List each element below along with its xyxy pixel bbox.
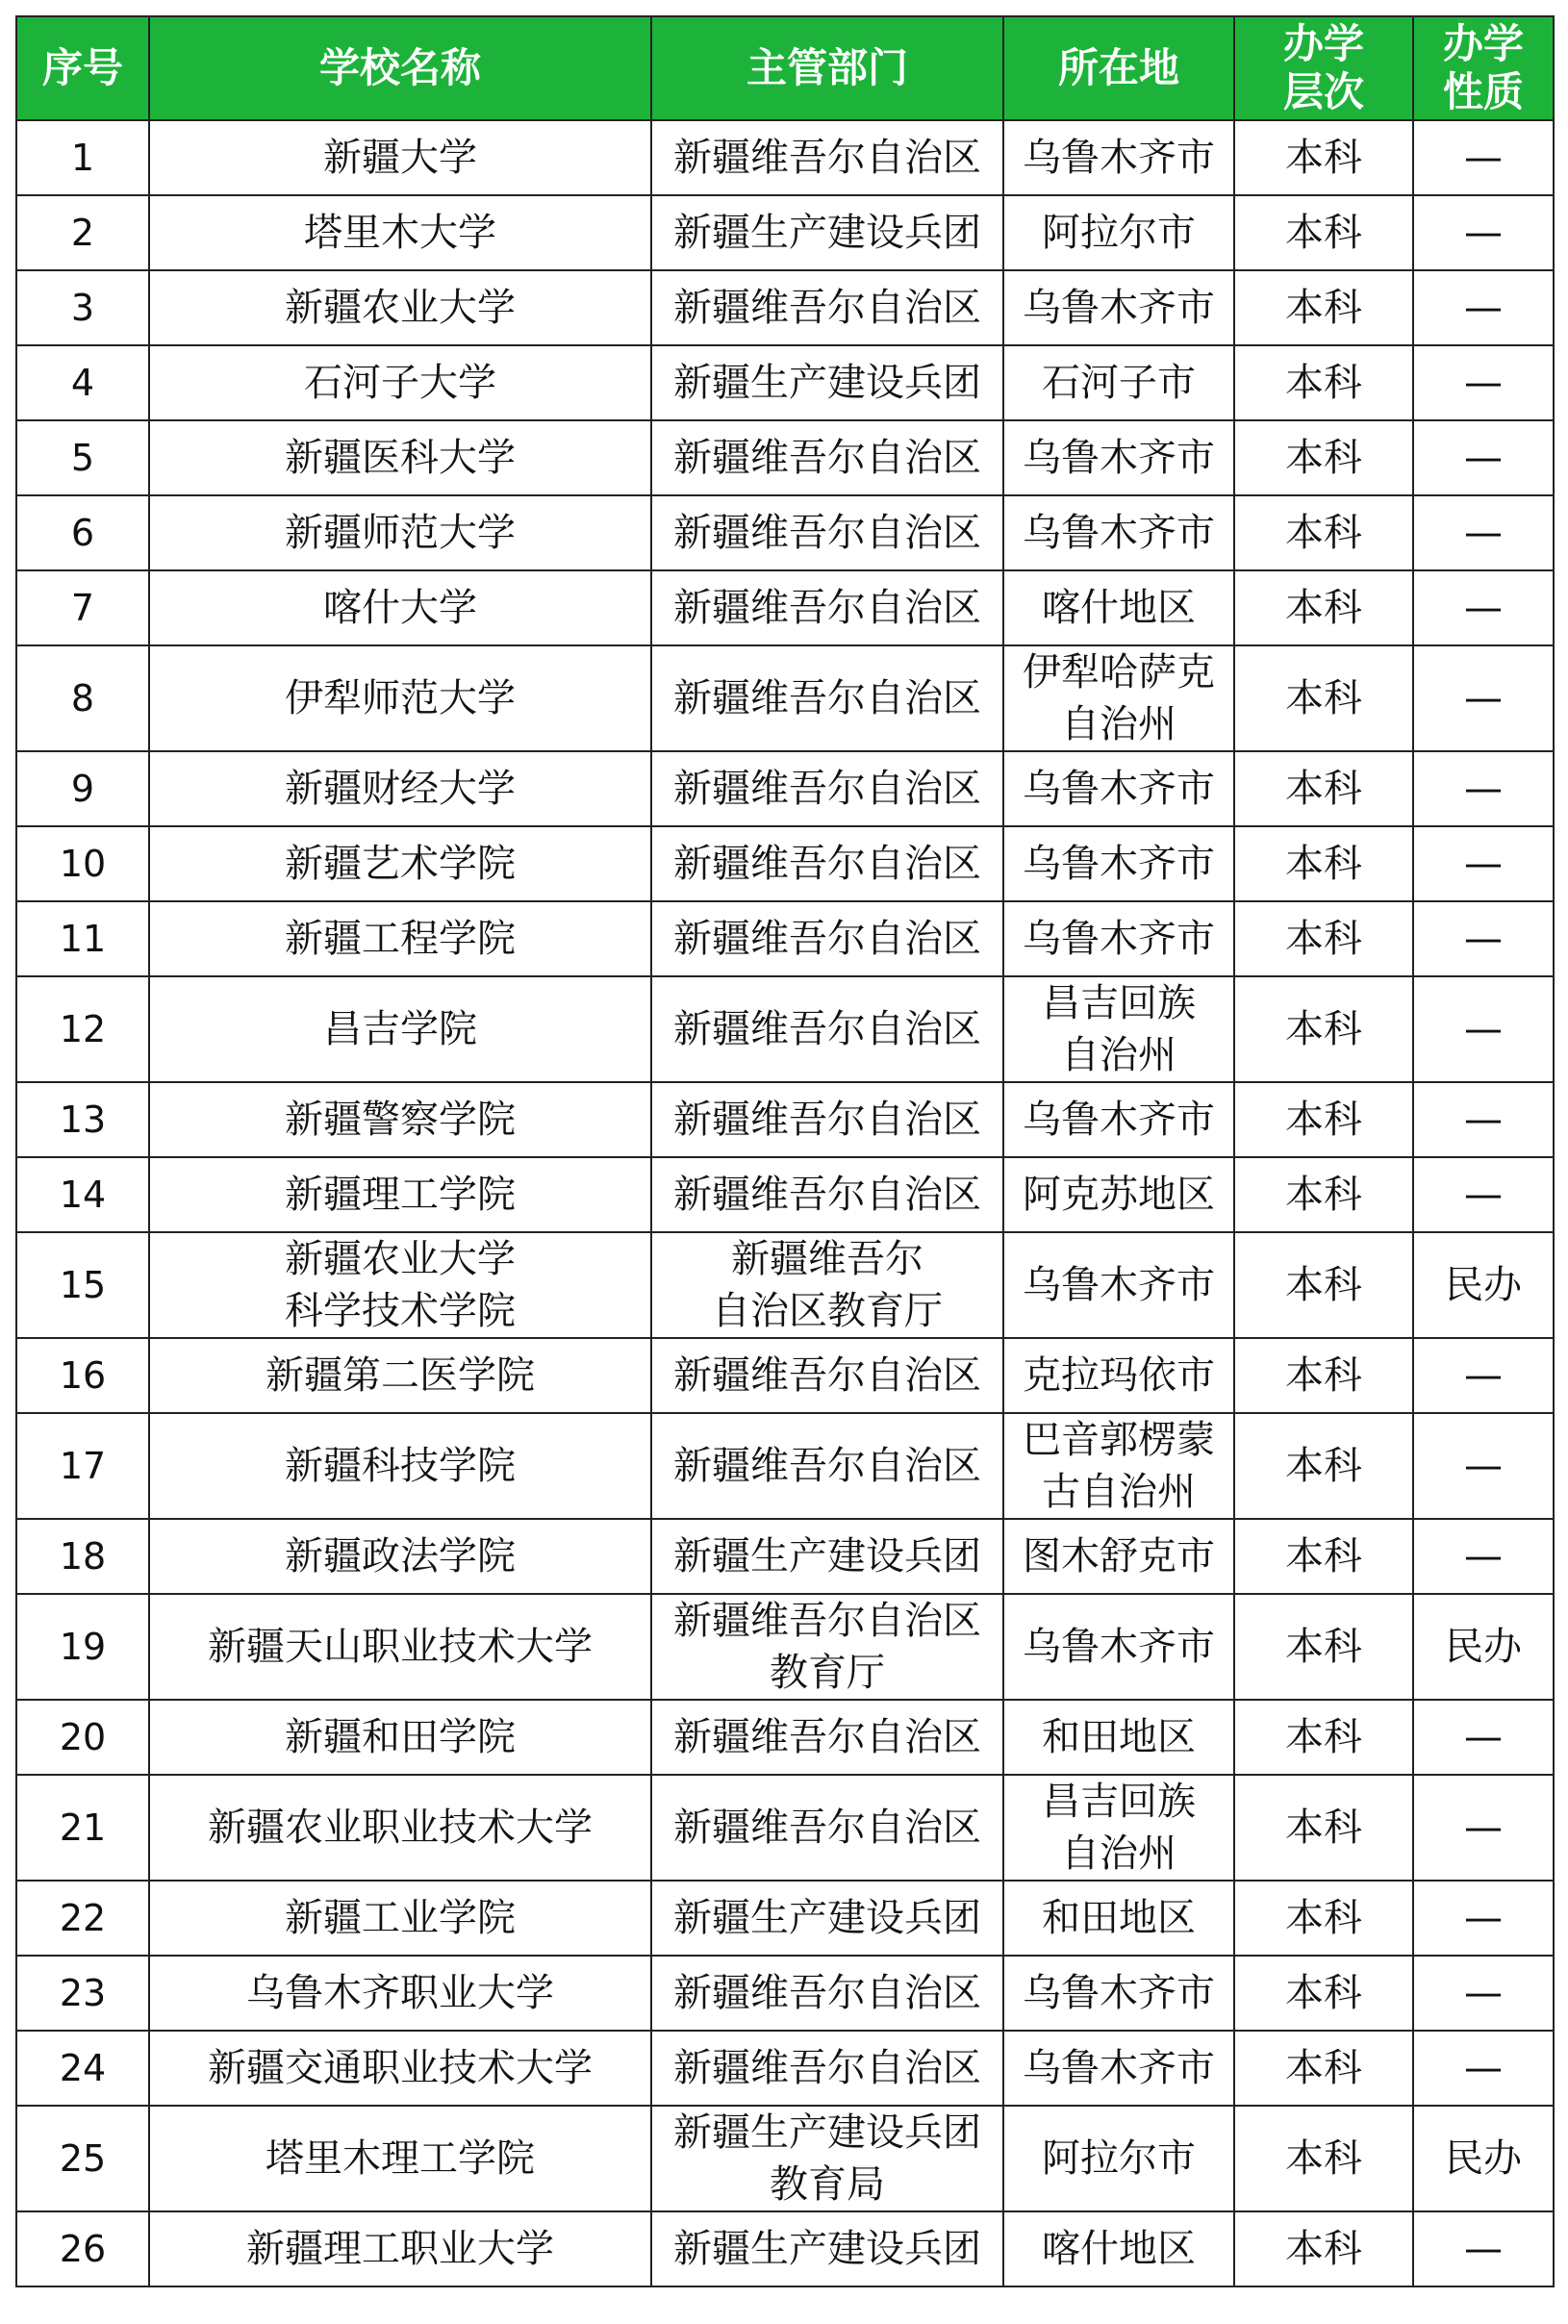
cell-index: 4 bbox=[16, 345, 149, 420]
cell-location: 乌鲁木齐市 bbox=[1003, 1232, 1234, 1338]
cell-nature: — bbox=[1413, 2211, 1554, 2286]
cell-nature: — bbox=[1413, 1157, 1554, 1232]
cell-index: 8 bbox=[16, 645, 149, 751]
cell-authority: 新疆维吾尔自治区 bbox=[651, 645, 1003, 751]
cell-nature: — bbox=[1413, 120, 1554, 195]
cell-level: 本科 bbox=[1234, 1700, 1413, 1775]
cell-level: 本科 bbox=[1234, 1413, 1413, 1519]
cell-index: 1 bbox=[16, 120, 149, 195]
cell-nature: — bbox=[1413, 2031, 1554, 2106]
cell-school-name: 新疆天山职业技术大学 bbox=[149, 1594, 651, 1700]
cell-authority: 新疆维吾尔自治区 bbox=[651, 976, 1003, 1082]
table-row bbox=[16, 826, 1554, 901]
cell-location: 乌鲁木齐市 bbox=[1003, 826, 1234, 901]
cell-level: 本科 bbox=[1234, 1594, 1413, 1700]
cell-level: 本科 bbox=[1234, 976, 1413, 1082]
cell-level: 本科 bbox=[1234, 270, 1413, 345]
cell-school-name: 乌鲁木齐职业大学 bbox=[149, 1956, 651, 2031]
cell-level: 本科 bbox=[1234, 751, 1413, 826]
cell-nature: — bbox=[1413, 1519, 1554, 1594]
table-row bbox=[16, 2211, 1554, 2286]
cell-nature: — bbox=[1413, 1413, 1554, 1519]
cell-authority: 新疆维吾尔自治区 bbox=[651, 1157, 1003, 1232]
cell-authority: 新疆维吾尔 自治区教育厅 bbox=[651, 1232, 1003, 1338]
cell-level: 本科 bbox=[1234, 195, 1413, 270]
table-row bbox=[16, 120, 1554, 195]
cell-authority: 新疆维吾尔自治区 bbox=[651, 570, 1003, 645]
cell-index: 12 bbox=[16, 976, 149, 1082]
table-row bbox=[16, 1881, 1554, 1956]
cell-school-name: 新疆师范大学 bbox=[149, 495, 651, 570]
cell-level: 本科 bbox=[1234, 645, 1413, 751]
header-school-name: 学校名称 bbox=[149, 16, 651, 120]
cell-level: 本科 bbox=[1234, 2031, 1413, 2106]
cell-school-name: 塔里木大学 bbox=[149, 195, 651, 270]
cell-nature: — bbox=[1413, 420, 1554, 495]
cell-nature: — bbox=[1413, 751, 1554, 826]
cell-school-name: 塔里木理工学院 bbox=[149, 2106, 651, 2211]
table-row bbox=[16, 1594, 1554, 1700]
table-row bbox=[16, 1519, 1554, 1594]
cell-authority: 新疆维吾尔自治区 bbox=[651, 1956, 1003, 2031]
cell-level: 本科 bbox=[1234, 1232, 1413, 1338]
header-authority: 主管部门 bbox=[651, 16, 1003, 120]
cell-index: 11 bbox=[16, 901, 149, 976]
cell-index: 16 bbox=[16, 1338, 149, 1413]
cell-school-name: 新疆农业大学 bbox=[149, 270, 651, 345]
header-index: 序号 bbox=[16, 16, 149, 120]
cell-index: 22 bbox=[16, 1881, 149, 1956]
table-row bbox=[16, 751, 1554, 826]
cell-nature: — bbox=[1413, 1700, 1554, 1775]
cell-location: 阿克苏地区 bbox=[1003, 1157, 1234, 1232]
cell-authority: 新疆生产建设兵团 bbox=[651, 1881, 1003, 1956]
cell-nature: 民办 bbox=[1413, 2106, 1554, 2211]
table-row bbox=[16, 1338, 1554, 1413]
header-nature: 办学 性质 bbox=[1413, 16, 1554, 120]
cell-authority: 新疆维吾尔自治区 bbox=[651, 1700, 1003, 1775]
cell-authority: 新疆维吾尔自治区 bbox=[651, 1082, 1003, 1157]
cell-location: 昌吉回族 自治州 bbox=[1003, 1775, 1234, 1881]
cell-level: 本科 bbox=[1234, 826, 1413, 901]
cell-level: 本科 bbox=[1234, 901, 1413, 976]
table-row bbox=[16, 570, 1554, 645]
cell-level: 本科 bbox=[1234, 2106, 1413, 2211]
cell-index: 13 bbox=[16, 1082, 149, 1157]
cell-index: 2 bbox=[16, 195, 149, 270]
cell-level: 本科 bbox=[1234, 1338, 1413, 1413]
cell-index: 18 bbox=[16, 1519, 149, 1594]
cell-authority: 新疆维吾尔自治区 bbox=[651, 270, 1003, 345]
cell-index: 5 bbox=[16, 420, 149, 495]
cell-level: 本科 bbox=[1234, 2211, 1413, 2286]
cell-nature: 民办 bbox=[1413, 1232, 1554, 1338]
cell-school-name: 新疆农业职业技术大学 bbox=[149, 1775, 651, 1881]
universities-table bbox=[15, 15, 1555, 2287]
table-header-row bbox=[16, 16, 1554, 120]
table-row bbox=[16, 645, 1554, 751]
cell-school-name: 石河子大学 bbox=[149, 345, 651, 420]
table-row bbox=[16, 2106, 1554, 2211]
cell-level: 本科 bbox=[1234, 1519, 1413, 1594]
cell-location: 和田地区 bbox=[1003, 1881, 1234, 1956]
cell-school-name: 新疆工程学院 bbox=[149, 901, 651, 976]
cell-location: 乌鲁木齐市 bbox=[1003, 751, 1234, 826]
table-row bbox=[16, 495, 1554, 570]
table-row bbox=[16, 1232, 1554, 1338]
table-row bbox=[16, 2031, 1554, 2106]
cell-index: 19 bbox=[16, 1594, 149, 1700]
cell-location: 克拉玛依市 bbox=[1003, 1338, 1234, 1413]
cell-nature: — bbox=[1413, 270, 1554, 345]
cell-index: 20 bbox=[16, 1700, 149, 1775]
cell-index: 24 bbox=[16, 2031, 149, 2106]
cell-location: 喀什地区 bbox=[1003, 570, 1234, 645]
cell-school-name: 新疆政法学院 bbox=[149, 1519, 651, 1594]
cell-authority: 新疆生产建设兵团 bbox=[651, 195, 1003, 270]
cell-location: 伊犁哈萨克 自治州 bbox=[1003, 645, 1234, 751]
cell-nature: — bbox=[1413, 1082, 1554, 1157]
cell-location: 乌鲁木齐市 bbox=[1003, 1082, 1234, 1157]
cell-school-name: 新疆医科大学 bbox=[149, 420, 651, 495]
table-body bbox=[16, 120, 1554, 2286]
cell-authority: 新疆生产建设兵团 bbox=[651, 345, 1003, 420]
cell-location: 乌鲁木齐市 bbox=[1003, 1956, 1234, 2031]
cell-location: 乌鲁木齐市 bbox=[1003, 901, 1234, 976]
cell-authority: 新疆维吾尔自治区 bbox=[651, 1338, 1003, 1413]
cell-location: 乌鲁木齐市 bbox=[1003, 2031, 1234, 2106]
cell-authority: 新疆维吾尔自治区 bbox=[651, 1775, 1003, 1881]
cell-location: 乌鲁木齐市 bbox=[1003, 420, 1234, 495]
cell-nature: — bbox=[1413, 901, 1554, 976]
cell-location: 乌鲁木齐市 bbox=[1003, 120, 1234, 195]
cell-index: 14 bbox=[16, 1157, 149, 1232]
header-location: 所在地 bbox=[1003, 16, 1234, 120]
cell-location: 阿拉尔市 bbox=[1003, 2106, 1234, 2211]
cell-index: 21 bbox=[16, 1775, 149, 1881]
table-row bbox=[16, 1157, 1554, 1232]
cell-authority: 新疆维吾尔自治区 bbox=[651, 751, 1003, 826]
cell-school-name: 新疆工业学院 bbox=[149, 1881, 651, 1956]
table-row bbox=[16, 1956, 1554, 2031]
cell-school-name: 昌吉学院 bbox=[149, 976, 651, 1082]
cell-index: 3 bbox=[16, 270, 149, 345]
cell-authority: 新疆维吾尔自治区 bbox=[651, 2031, 1003, 2106]
table-row bbox=[16, 1775, 1554, 1881]
cell-index: 7 bbox=[16, 570, 149, 645]
table-row bbox=[16, 420, 1554, 495]
cell-school-name: 新疆和田学院 bbox=[149, 1700, 651, 1775]
cell-school-name: 新疆交通职业技术大学 bbox=[149, 2031, 651, 2106]
cell-level: 本科 bbox=[1234, 1956, 1413, 2031]
cell-index: 15 bbox=[16, 1232, 149, 1338]
cell-location: 和田地区 bbox=[1003, 1700, 1234, 1775]
cell-location: 乌鲁木齐市 bbox=[1003, 1594, 1234, 1700]
table-row bbox=[16, 976, 1554, 1082]
cell-nature: — bbox=[1413, 1775, 1554, 1881]
cell-school-name: 新疆大学 bbox=[149, 120, 651, 195]
cell-index: 25 bbox=[16, 2106, 149, 2211]
cell-school-name: 新疆艺术学院 bbox=[149, 826, 651, 901]
cell-nature: — bbox=[1413, 826, 1554, 901]
table-row bbox=[16, 1082, 1554, 1157]
cell-authority: 新疆维吾尔自治区 bbox=[651, 1413, 1003, 1519]
cell-index: 10 bbox=[16, 826, 149, 901]
cell-authority: 新疆维吾尔自治区 bbox=[651, 420, 1003, 495]
cell-level: 本科 bbox=[1234, 495, 1413, 570]
cell-nature: — bbox=[1413, 1956, 1554, 2031]
cell-index: 26 bbox=[16, 2211, 149, 2286]
cell-level: 本科 bbox=[1234, 1082, 1413, 1157]
cell-location: 乌鲁木齐市 bbox=[1003, 270, 1234, 345]
cell-authority: 新疆生产建设兵团 教育局 bbox=[651, 2106, 1003, 2211]
cell-nature: — bbox=[1413, 495, 1554, 570]
cell-school-name: 伊犁师范大学 bbox=[149, 645, 651, 751]
table-row bbox=[16, 901, 1554, 976]
cell-authority: 新疆维吾尔自治区 bbox=[651, 826, 1003, 901]
cell-index: 17 bbox=[16, 1413, 149, 1519]
cell-authority: 新疆维吾尔自治区 bbox=[651, 901, 1003, 976]
cell-nature: — bbox=[1413, 195, 1554, 270]
cell-authority: 新疆维吾尔自治区 bbox=[651, 120, 1003, 195]
cell-school-name: 新疆科技学院 bbox=[149, 1413, 651, 1519]
cell-school-name: 新疆财经大学 bbox=[149, 751, 651, 826]
cell-index: 6 bbox=[16, 495, 149, 570]
cell-nature: — bbox=[1413, 345, 1554, 420]
cell-index: 23 bbox=[16, 1956, 149, 2031]
cell-authority: 新疆维吾尔自治区 教育厅 bbox=[651, 1594, 1003, 1700]
universities-table-sheet bbox=[15, 15, 1553, 2287]
cell-level: 本科 bbox=[1234, 1881, 1413, 1956]
cell-school-name: 喀什大学 bbox=[149, 570, 651, 645]
table-row bbox=[16, 1700, 1554, 1775]
table-row bbox=[16, 1413, 1554, 1519]
cell-location: 石河子市 bbox=[1003, 345, 1234, 420]
header-level: 办学 层次 bbox=[1234, 16, 1413, 120]
cell-authority: 新疆维吾尔自治区 bbox=[651, 495, 1003, 570]
cell-nature: — bbox=[1413, 1881, 1554, 1956]
cell-location: 阿拉尔市 bbox=[1003, 195, 1234, 270]
cell-school-name: 新疆警察学院 bbox=[149, 1082, 651, 1157]
cell-school-name: 新疆农业大学 科学技术学院 bbox=[149, 1232, 651, 1338]
cell-level: 本科 bbox=[1234, 1775, 1413, 1881]
cell-index: 9 bbox=[16, 751, 149, 826]
cell-nature: — bbox=[1413, 1338, 1554, 1413]
cell-location: 昌吉回族 自治州 bbox=[1003, 976, 1234, 1082]
cell-location: 巴音郭楞蒙 古自治州 bbox=[1003, 1413, 1234, 1519]
cell-level: 本科 bbox=[1234, 420, 1413, 495]
cell-level: 本科 bbox=[1234, 345, 1413, 420]
cell-nature: — bbox=[1413, 570, 1554, 645]
cell-school-name: 新疆理工职业大学 bbox=[149, 2211, 651, 2286]
cell-authority: 新疆生产建设兵团 bbox=[651, 1519, 1003, 1594]
cell-level: 本科 bbox=[1234, 570, 1413, 645]
cell-school-name: 新疆第二医学院 bbox=[149, 1338, 651, 1413]
table-row bbox=[16, 270, 1554, 345]
cell-nature: 民办 bbox=[1413, 1594, 1554, 1700]
cell-nature: — bbox=[1413, 645, 1554, 751]
cell-level: 本科 bbox=[1234, 1157, 1413, 1232]
cell-location: 喀什地区 bbox=[1003, 2211, 1234, 2286]
table-row bbox=[16, 195, 1554, 270]
cell-school-name: 新疆理工学院 bbox=[149, 1157, 651, 1232]
cell-location: 图木舒克市 bbox=[1003, 1519, 1234, 1594]
table-row bbox=[16, 345, 1554, 420]
cell-location: 乌鲁木齐市 bbox=[1003, 495, 1234, 570]
cell-nature: — bbox=[1413, 976, 1554, 1082]
cell-authority: 新疆生产建设兵团 bbox=[651, 2211, 1003, 2286]
cell-level: 本科 bbox=[1234, 120, 1413, 195]
